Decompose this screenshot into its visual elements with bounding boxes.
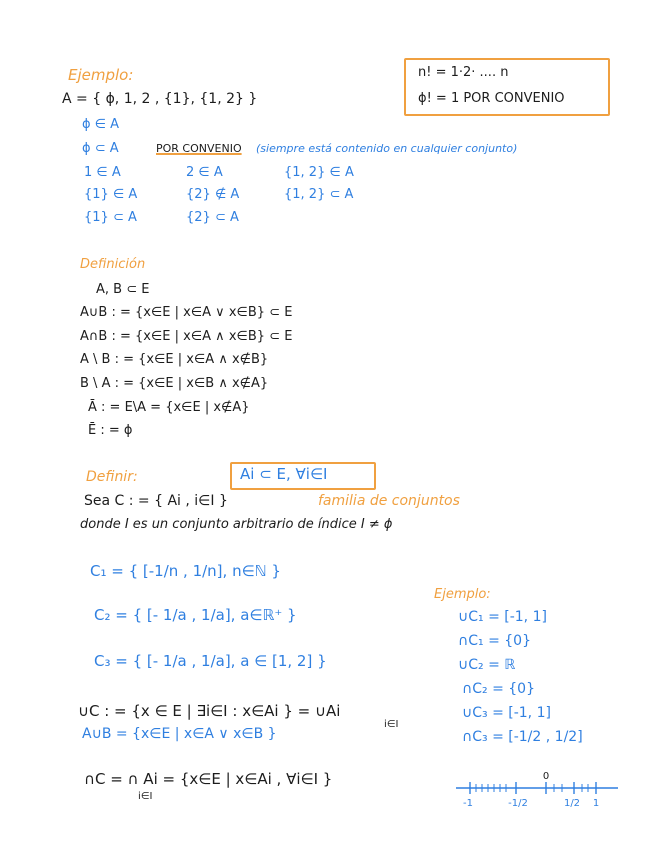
empty-subset: ϕ ⊂ A [82,141,119,156]
ex2-line-6: ∩C₃ = [-1/2 , 1/2] [462,729,583,745]
def-line-2: A∪B : = {x∈E | x∈A ∨ x∈B} ⊂ E [80,305,293,320]
ex2-line-2: ∩C₁ = {0} [458,633,531,649]
row4-col2: {2} ∉ A [186,187,240,202]
aub-def: A∪B = {x∈E | x∈A ∨ x∈B } [82,726,277,742]
sea-line: Sea C : = { Ai , i∈I } [84,493,228,509]
row4-col3: {1, 2} ⊂ A [284,187,354,202]
por-convenio-note: POR CONVENIO [156,142,242,155]
axis-label-minus-one: -1 [463,798,473,809]
example2-heading: Ejemplo: [434,587,491,602]
intersection-def: ∩C = ∩ Ai = {x∈E | x∈Ai , ∀i∈I } [84,770,333,788]
axis-label-minus-half: -1/2 [508,798,528,809]
ex2-line-5: ∪C₃ = [-1, 1] [462,705,551,721]
c2-def: C₂ = { [- 1/a , 1/a], a∈ℝ⁺ } [94,606,297,624]
union-index: i∈I [384,719,399,730]
row5-col2: {2} ⊂ A [186,210,239,225]
def-line-5: B \ A : = {x∈E | x∈B ∧ x∉A} [80,376,269,391]
empty-element-line: ϕ ∈ A [82,117,120,132]
def-line-1: A, B ⊂ E [96,282,150,297]
axis-label-plus-half: 1/2 [563,798,581,809]
row3-col3: {1, 2} ∈ A [284,165,354,180]
row4-col1: {1} ∈ A [84,187,138,202]
def-line-4: A \ B : = {x∈E | x∈A ∧ x∉B} [80,352,269,367]
def-line-7: Ē : = ϕ [88,423,133,438]
c1-def: C₁ = { [-1/n , 1/n], n∈ℕ } [90,562,281,580]
set-definition: A = { ϕ, 1, 2 , {1}, {1, 2} } [62,91,258,107]
c3-def: C₃ = { [- 1/a , 1/a], a ∈ [1, 2] } [94,652,327,670]
axis-zero-label: 0 [542,771,550,782]
convenio-explanation: (siempre está contenido en cualquier conjunto) [256,142,518,155]
axis-label-plus-one: 1 [592,798,600,809]
union-def: ∪C : = {x ∈ E | ∃i∈I : x∈Ai } = ∪Ai [78,702,341,720]
row3-col1: 1 ∈ A [84,165,121,180]
example-heading: Ejemplo: [68,66,134,84]
familia-label: familia de conjuntos [318,493,460,509]
intersection-index: i∈I [138,791,153,802]
ex2-line-1: ∪C₁ = [-1, 1] [458,609,547,625]
row3-col2: 2 ∈ A [186,165,223,180]
factorial-line: n! = 1·2· .... n [418,65,509,80]
definir-heading: Definir: [86,469,138,485]
definicion-heading: Definición [80,257,146,272]
row5-col1: {1} ⊂ A [84,210,137,225]
def-line-6: Ā : = E\A = {x∈E | x∉A} [88,400,250,415]
donde-line: donde I es un conjunto arbitrario de índice I ≠ ϕ [80,517,393,532]
number-line-diagram [456,770,626,818]
def-line-3: A∩B : = {x∈E | x∈A ∧ x∈B} ⊂ E [80,329,293,344]
ex2-line-3: ∪C₂ = ℝ [458,657,516,673]
definir-boxed-text: Ai ⊂ E, ∀i∈I [240,465,328,483]
ex2-line-4: ∩C₂ = {0} [462,681,535,697]
factorial-zero-line: ϕ! = 1 POR CONVENIO [418,91,565,106]
